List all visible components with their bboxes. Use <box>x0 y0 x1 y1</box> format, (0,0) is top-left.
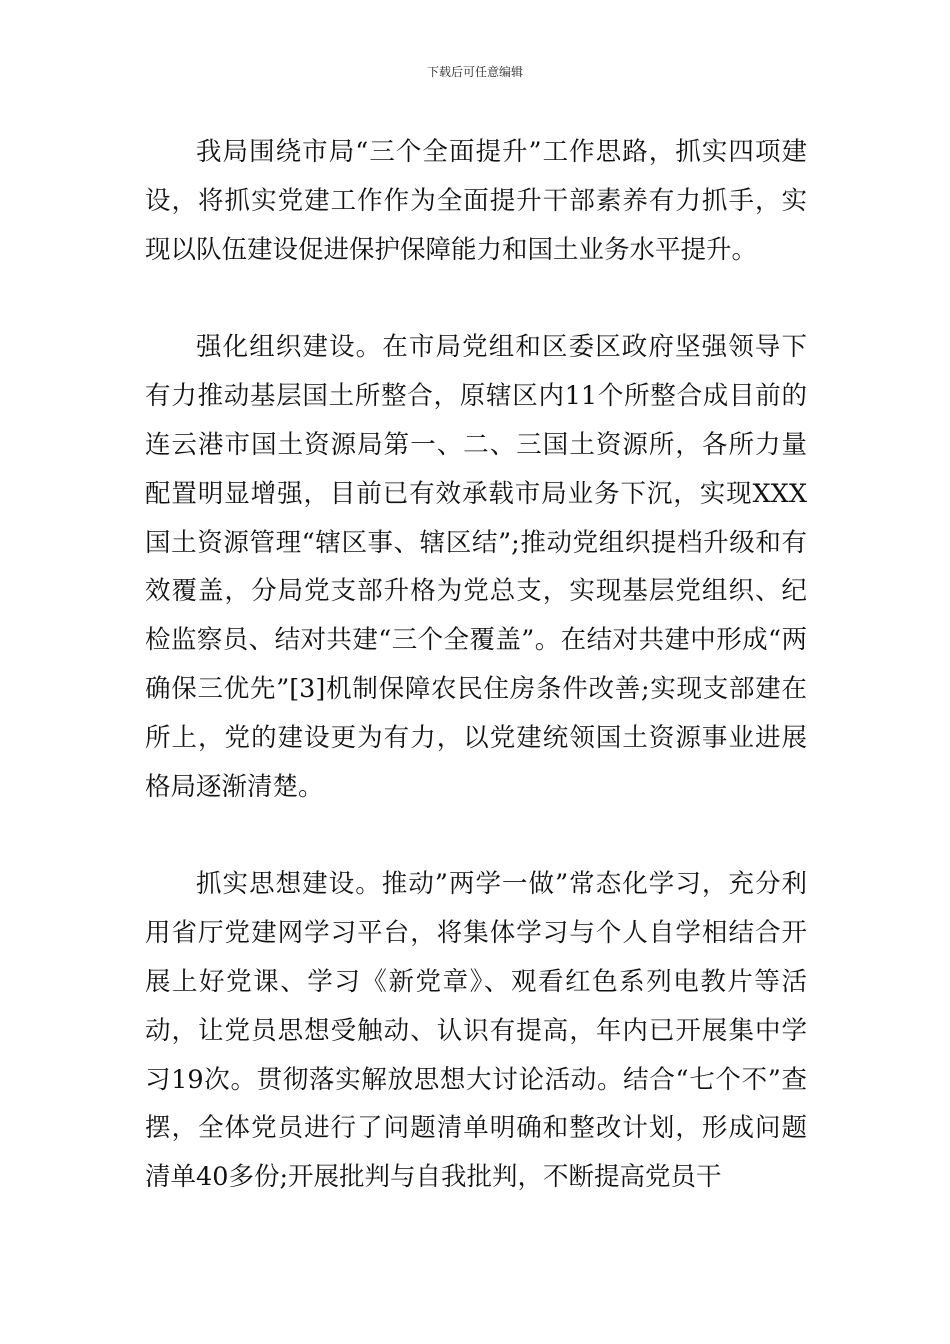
paragraph-ideological-building: 抓实思想建设。推动”两学一做”常态化学习，充分利用省厅党建网学习平台，将集体学习与个人自学相结合开展上好党课、学习《新党章》、观看红色系列电教片等活动，让党员思想受触动、认识有提高，年内已开展集中学习19次。贯彻落实解放思想大讨论活动。结合“七个不”查摆，全体党员进行了问题清单明确和整改计划，形成问题清单40多份;开展批判与自我批判，不断提高党员干 <box>145 869 807 1193</box>
document-body <box>145 128 807 1202</box>
paragraph-intro: 我局围绕市局“三个全面提升”工作思路，抓实四项建设，将抓实党建工作作为全面提升干部素养有力抓手，实现以队伍建设促进保护保障能力和国土业务水平提升。 <box>145 137 807 265</box>
paragraph-organization-building: 强化组织建设。在市局党组和区委区政府坚强领导下有力推动基层国土所整合，原辖区内11个所整合成目前的连云港市国土资源局第一、二、三国土资源所，各所力量配置明显增强，目前已有效承载市局业务下沉，实现XXX国土资源管理“辖区事、辖区结”;推动党组织提档升级和有效覆盖，分局党支部升格为党总支，实现基层党组织、纪检监察员、结对共建“三个全覆盖”。在结对共建中形成“两确保三优先”[3]机制保障农民住房条件改善;实现支部建在所上，党的建设更为有力，以党建统领国土资源事业进展格局逐渐清楚。 <box>145 332 807 802</box>
page-header-note: 下载后可任意编辑 <box>426 65 523 79</box>
